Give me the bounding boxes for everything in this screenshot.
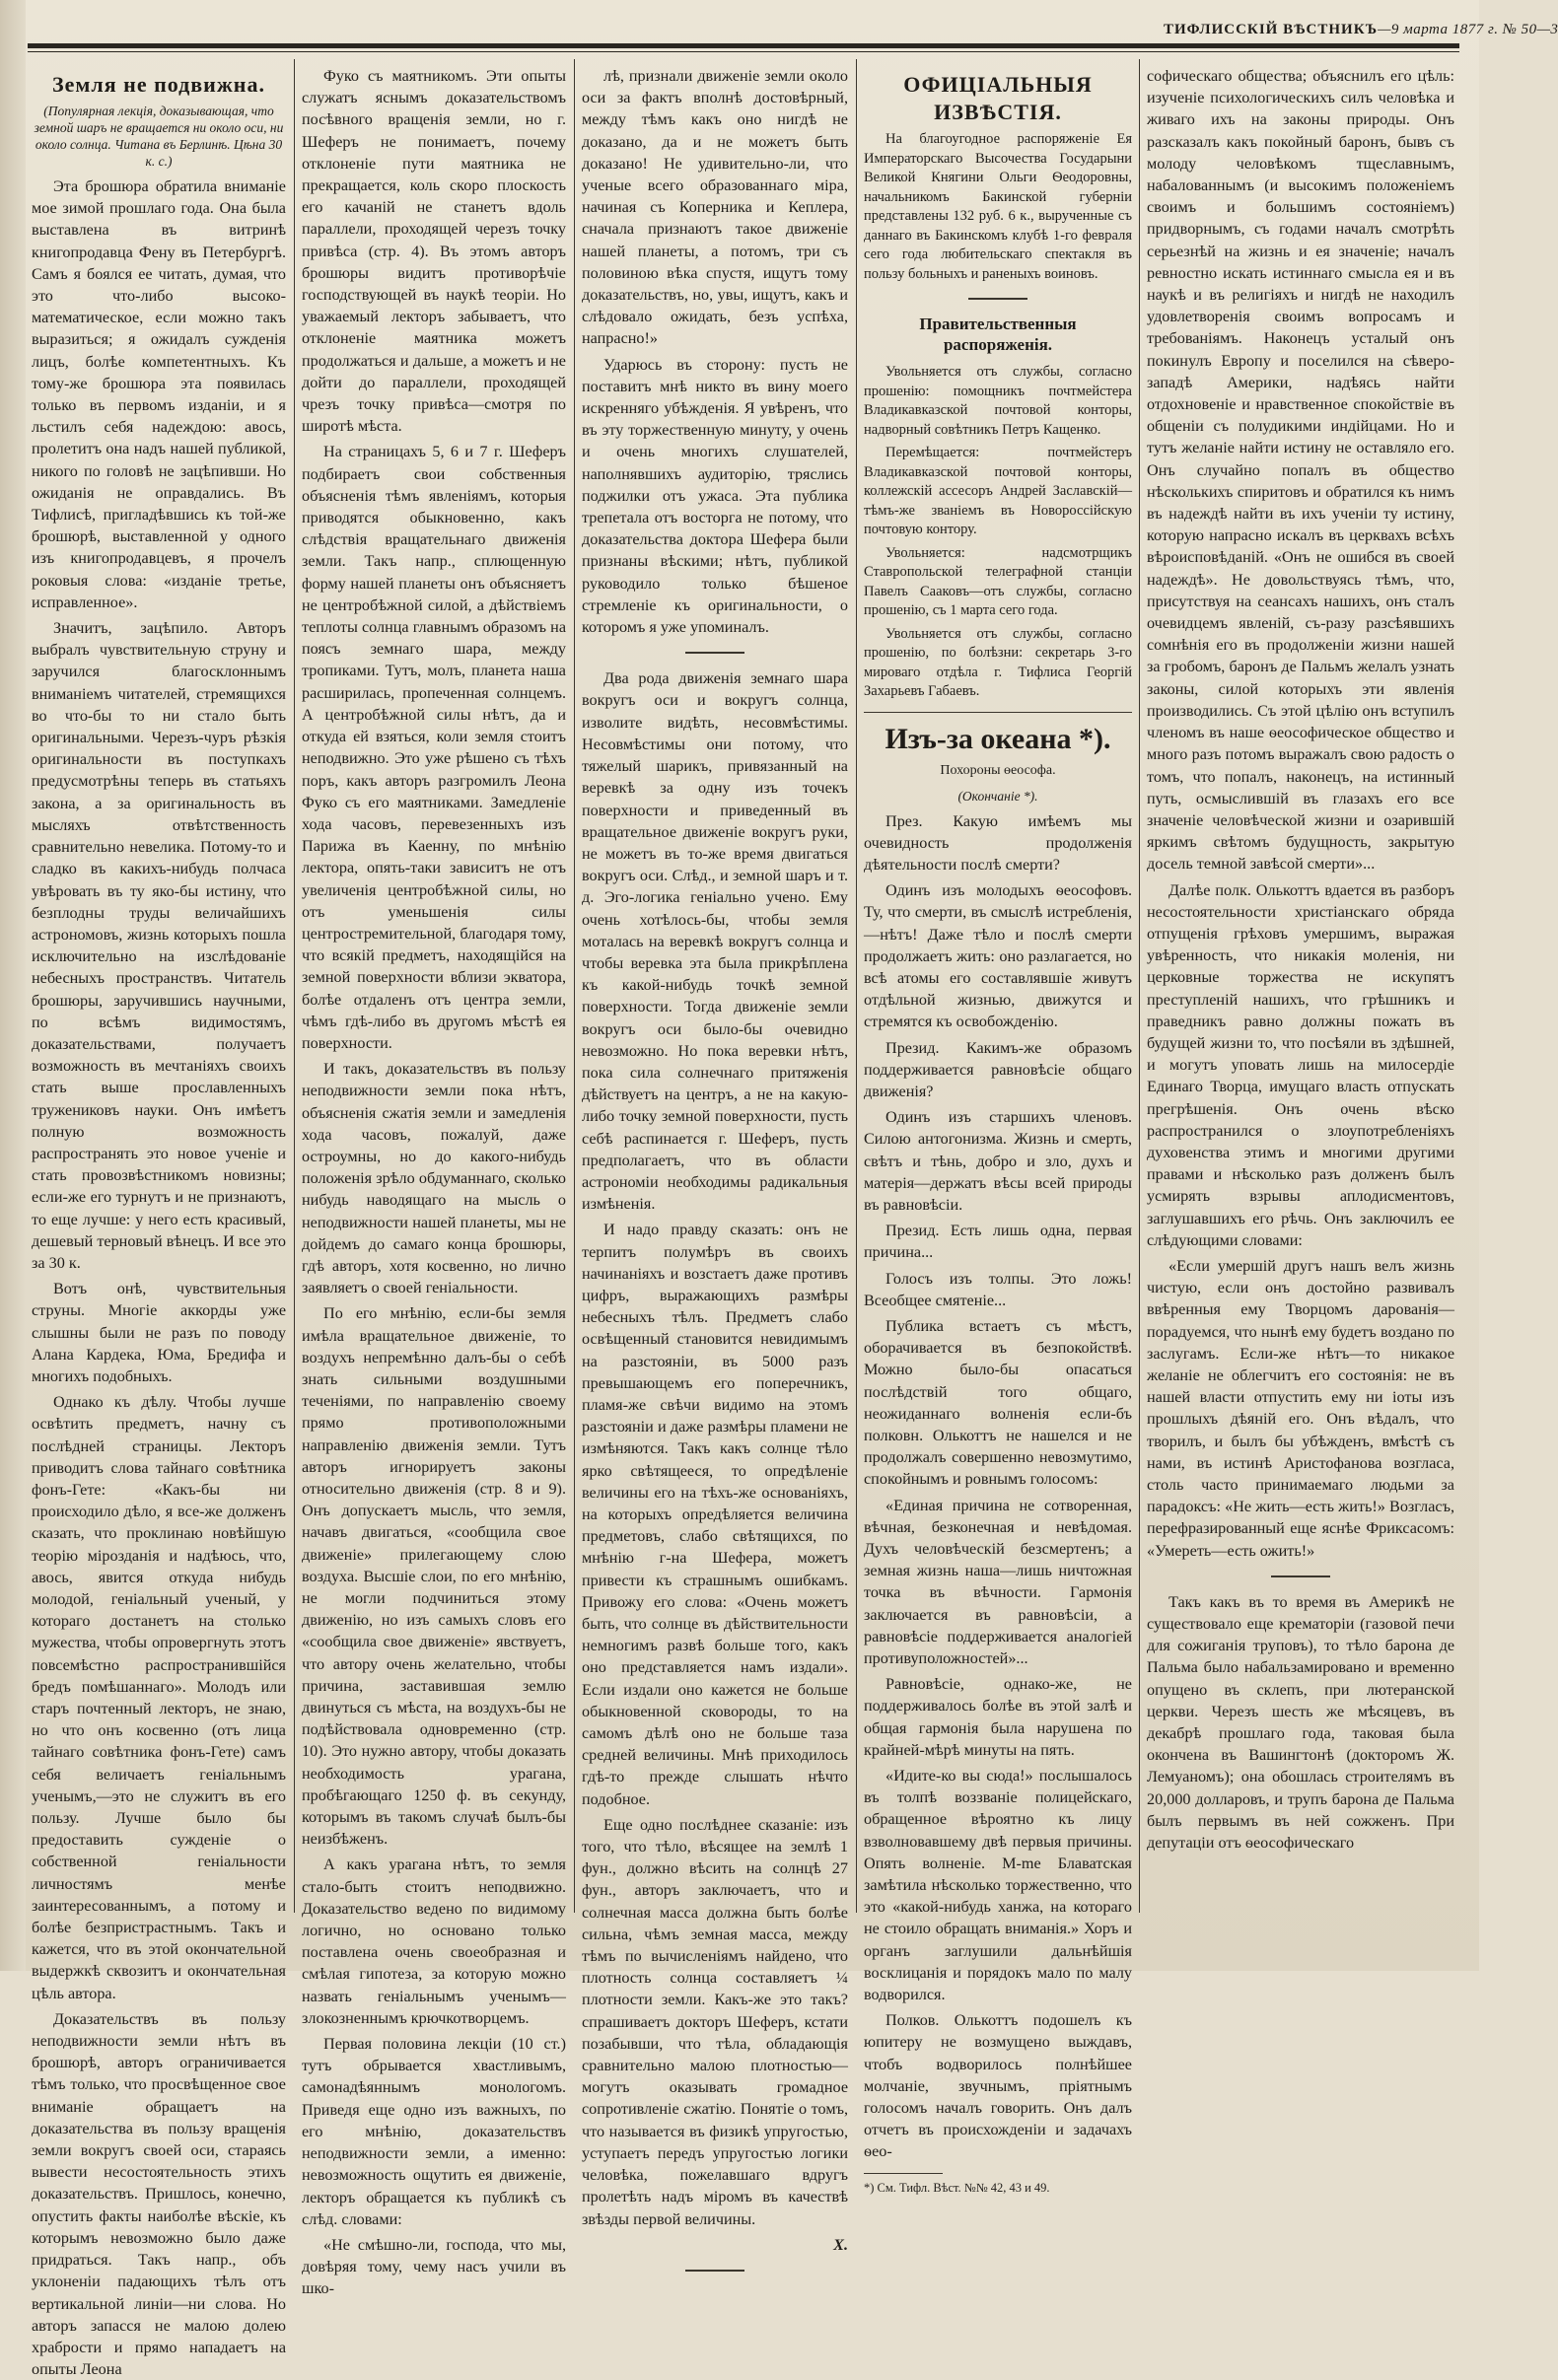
ocean-article-title: Изъ-за океана *). bbox=[885, 722, 1111, 755]
section-divider bbox=[1271, 1575, 1330, 1577]
column-divider bbox=[574, 59, 575, 1913]
section-divider bbox=[685, 652, 744, 654]
paragraph: Вотъ онѣ, чувствительныя струны. Многіе аккорды уже слышны были не разъ по поводу Алана Кардека, Юма, Бредифа и многихъ подобныхъ. bbox=[32, 1280, 286, 1385]
column-5 bbox=[1147, 65, 1454, 1919]
paragraph: Увольняется: надсмотрщикъ Ставропольской телеграфной станціи Павелъ Сааковъ—отъ службы, согласно прошенію, съ 1 марта сего года. bbox=[864, 544, 1132, 618]
paragraph: «Единая причина не сотворенная, вѣчная, безконечная и невѣдомая. Духъ человѣческій безсмертенъ; а земная жизнь наша—лишь ничтожная точка въ вѣчности. Гармонія заключается въ равновѣсіи, а равновѣсіе поддерживается аналогіей противуположностей»... bbox=[864, 1496, 1132, 1668]
section-divider bbox=[968, 298, 1027, 300]
paragraph: Публика встаетъ съ мѣстъ, оборачивается въ безпокойствѣ. Можно было-бы опасаться послѣдствій того общаго, неожиданнаго волненія если-бъ полковн. Олькоттъ не нашелся и не продолжалъ совершенно невозмутимо, спокойнымъ и ровнымъ голосомъ: bbox=[864, 1316, 1132, 1489]
paragraph: Голосъ изъ толпы. Это ложь! Всеобщее смятеніе... bbox=[864, 1269, 1132, 1309]
paragraph: Презид. Какимъ-же образомъ поддерживается равновѣсіе общаго движенія? bbox=[864, 1038, 1132, 1100]
paragraph: лѣ, признали движеніе земли около оси за фактъ вполнѣ достовѣрный, между тѣмъ какъ оно нигдѣ не доказано, да и не можетъ быть доказано! Не удивительно-ли, что ученые всего образованнаго міра, начиная съ Коперника и Кеплера, сначала признаютъ такое движеніе нашей планеты, а потомъ, три съ половиною вѣка спустя, ищутъ тому доказательствъ, но, увы, ищутъ, какъ и слѣдовало ожидать, безъ успѣха, напрасно!» bbox=[582, 67, 848, 348]
paragraph: Значитъ, зацѣпило. Авторъ выбралъ чувствительную струну и заручился благосклоннымъ вниманіемъ читателей, стремящихся во что-бы то ни стало быть оригинальными. Черезъ-чуръ рѣзкія оригинальности въ поступкахъ предусмотрѣны теперь въ статьяхъ закона, а за оригинальность въ мысляхъ отвѣтственность сравнительно невелика. Потому-то и сладко въ какихъ-нибудь полчаса увѣровать въ ту яко-бы истину, что безплодны труды величайшихъ астрономовъ, жизнь которыхъ пошла исключительно на изслѣдованіе небесныхъ пространствъ. Читатель брошюры, заручившись научными, по всѣмъ видимостямъ, доказательствами, получаетъ возможность въ мечтаніяхъ своихъ стать выше прославленныхъ тружениковъ науки. Онъ имѣетъ полную возможность распространять это новое ученіе и стать провозвѣстникомъ новизны; если-же его турнутъ и не признаютъ, то еще лучше: у него есть красивый, дешевый терновый вѣнецъ. И все это за 30 к. bbox=[32, 619, 286, 1272]
header-rule-thin bbox=[28, 51, 1459, 52]
paragraph: И такъ, доказательствъ въ пользу неподвижности земли пока нѣтъ, объясненія сжатія земли и замедленія хода часовъ, пожалуй, даже остроумны, но до какого-нибудь положенія зрѣло обдуманнаго, сколько нибудь наводящаго на мысль о неподвижности нашей планеты, мы не дойдемъ до самаго конца брошюры, гдѣ авторъ, хотя косвенно, но лично заявляетъ о своей геніальности. bbox=[302, 1060, 566, 1297]
column-2 bbox=[302, 65, 566, 2298]
article-signature: X. bbox=[833, 2235, 848, 2254]
paragraph: Фуко съ маятникомъ. Эти опыты служатъ яснымъ доказательствомъ посѣвного вращенія земли, но г. Шеферъ не понимаетъ, почему отклоненіе пути маятника не прекращается, коль скоро плоскость его качаній не станетъ вдоль параллели, проходящей черезъ точку привѣса (стр. 4). Въ этомъ авторъ брошюры видитъ противорѣчіе господствующей въ наукѣ теоріи. Но уважаемый лекторъ забываетъ, что отклоненіе маятника можетъ продолжаться и дальше, а можетъ и не дойти до параллели, проходящей чрезъ точку привѣса—смотря по широтѣ мѣста. bbox=[302, 67, 566, 436]
paragraph: И надо правду сказать: онъ не терпитъ полумѣръ въ своихъ начинаніяхъ и возстаетъ даже противъ цифръ, выражающихъ размѣры небесныхъ тѣлъ. Предметъ слабо освѣщенный становится невидимымъ на разстояніи, въ 5000 разъ превышающемъ его поперечникъ, пламя-же свѣчи видимо на этомъ разстояніи и даже размѣры пламени не измѣняются. Такъ какъ солнце тѣло ярко свѣтящееся, то опредѣленіе величины его на тѣхъ-же основаніяхъ, на которыхъ опредѣляется величина предметовъ, слабо свѣтящихся, по мнѣнію г-на Шефера, можетъ привести къ страшнымъ ошибкамъ. Привожу его слова: «Очень можетъ быть, что солнце въ дѣйствительности немногимъ развѣ больше того, какъ оно представляется намъ издали». Если издали оно кажется не больше обыкновенной сковороды, то на самомъ дѣлѣ оно не больше таза средней величины. Мнѣ приходилось гдѣ-то прежде слышать нѣчто подобное. bbox=[582, 1221, 848, 1808]
footnote: *) См. Тифл. Вѣст. №№ 42, 43 и 49. bbox=[864, 2180, 1050, 2195]
paragraph: На страницахъ 5, 6 и 7 г. Шеферъ подбираетъ свои собственныя объясненія тѣмъ явленіямъ, которыя приводятся обыкновенно, какъ слѣдствія вращательнаго движенія земли. Такъ напр., сплющенную форму нашей планеты онъ объясняетъ не центробѣжной силой, а дѣйствіемъ теплоты солнца главнымъ образомъ на поясъ земнаго шара, между тропиками. Тутъ, молъ, планета наша расширилась, пропеченная солнцемъ. А центробѣжной силы нѣтъ, да и откуда ей взяться, коли земля стоитъ неподвижно. Это уже рѣшено съ тѣхъ поръ, какъ авторъ разгромилъ Леона Фуко съ его маятниками. Замедленіе хода часовъ, перевезенныхъ изъ Парижа въ Каенну, по мнѣнію лектора, опять-таки зависитъ не отъ увеличенія центробѣжной силы, но отъ уменьшенія силы центростремительной, благодаря тому, что всякій предметъ, находящійся на земной поверхности вблизи экватора, болѣе отдаленъ отъ центра земли, чѣмъ гдѣ-либо въ другомъ мѣстѣ ея поверхности. bbox=[302, 443, 566, 1052]
article-subtitle: (Популярная лекція, доказывающая, что земной шаръ не вращается ни около оси, ни около солнца. Читана въ Берлинѣ. Цѣна 30 к. с.) bbox=[34, 104, 284, 169]
paragraph: Эта брошюра обратила вниманіе мое зимой прошлаго года. Она была выставлена въ витринѣ книгопродавца Фену въ Петербургѣ. Самъ я боялся ее читать, думая, что это что-либо высоко-математическое, если можно такъ выразиться; я ожидалъ сужденія лицъ, болѣе компетентныхъ. Къ тому-же брошюра эта появилась только въ первомъ изданіи, и я льстилъ себя надеждою: авось, пролетитъ она надъ нашей публикой, никого по головѣ не зацѣпивши. Но ожиданія не оправдались. Въ Тифлисѣ, пригладѣвшись къ той-же брошюрѣ, выставленной у одного изъ книгопродавцевъ, я прочелъ роковыя слова: «изданіе третье, исправленное». bbox=[32, 177, 286, 611]
paragraph: Перемѣщается: почтмейстеръ Владикавказской почтовой конторы, коллежскій ассесоръ Андрей Заславскій—тѣмъ-же званіемъ въ Новороссійскую почтовую контору. bbox=[864, 445, 1132, 537]
ocean-article-continuation: (Окончаніе *). bbox=[957, 788, 1038, 804]
paragraph: «Не смѣшно-ли, господа, что мы, довѣряя тому, чему насъ учили въ шко- bbox=[302, 2235, 566, 2298]
issue-date: —9 марта 1877 г. № 50—3 bbox=[1378, 22, 1558, 37]
paragraph: Доказательствъ въ пользу неподвижности земли нѣтъ въ брошюрѣ, авторъ ограничивается тѣмъ только, что просвѣщенное свое вниманіе обращаетъ на доказательства въ пользу вращенія земли вокругъ своей оси, стараясь вывести несостоятельность этихъ доказательствъ. Пришлось, конечно, опустить факты наиболѣе вѣскіе, къ которымъ невозможно было даже придраться. Такъ напр., объ уклоненіи падающихъ тѣлъ отъ вертикальной линіи—ни слова. Но авторъ запасся не малою долею храбрости и прямо нападаетъ на опыты Леона bbox=[32, 2009, 286, 2379]
paragraph: Равновѣсіе, однако-же, не поддерживалось болѣе въ этой залѣ и общая гармонія была нарушена по крайней-мѣрѣ минуты на пять. bbox=[864, 1675, 1132, 1759]
paragraph: «Идите-ко вы сюда!» послышалось въ толпѣ воззваніе полицейскаго, обращенное вѣроятно къ лицу взволновавшему двѣ первыя причины. Опять волненіе. M-me Блаватская замѣтила нѣсколько торжественно, что это «какой-нибудь ханжа, на котораго не стоило обращать вниманія.» Хоръ и органъ заглушили дальнѣйшія восклицанія и порядокъ мало по малу водворился. bbox=[864, 1767, 1132, 2004]
section-rule bbox=[864, 712, 1132, 713]
paragraph: Одинъ изъ молодыхъ ѳеософовъ. Ту, что смерти, въ смыслѣ истребленія,—нѣтъ! Даже тѣло и послѣ смерти продолжаетъ жить: оно разлагается, но всѣ атомы его составлявшіе живутъ отдѣльной жизнью, движутся и стремятся къ освобожденію. bbox=[864, 881, 1132, 1031]
header-rule bbox=[28, 43, 1459, 48]
footnote-rule bbox=[864, 2173, 943, 2174]
paragraph: Далѣе полк. Олькоттъ вдается въ разборъ несостоятельности христіанскаго обряда отпущенія грѣховъ умершимъ, выражая увѣренность, что никакія моленія, ни церковные торжества не искупятъ преступленій нашихъ, что грѣшникъ и праведникъ равно должны пожать въ будущей жизни то, что посѣяли въ здѣшней, и могутъ уповать лишь на милосердіе Единаго Творца, имущаго власть отпускать прегрѣшенія. Онъ очень вѣско распространился о злоупотребленіяхъ духовенства этимъ и многими другими правами и нѣсколько разъ долженъ былъ усмирять взрывы аплодисментовъ, заглушавшихъ его рѣчь. Онъ заключилъ ее слѣдующими словами: bbox=[1147, 880, 1454, 1249]
paragraph: Одинъ изъ старшихъ членовъ. Силою антогонизма. Жизнь и смерть, свѣтъ и тѣнь, добро и зло, духъ и матерія—держатъ вѣсы всей природы въ равновѣсіи. bbox=[864, 1108, 1132, 1214]
section-divider bbox=[685, 2270, 744, 2272]
paragraph: софическаго общества; объяснилъ его цѣль: изученіе психологическихъ силъ человѣка и живаго ихъ на законы природы. Онъ разсказалъ какъ покойный баронъ, бывъ съ молоду человѣкомъ тщеславнымъ, набалованнымъ (и высокимъ положеніемъ своимъ и большимъ состояніемъ) придворнымъ, съ годами началъ смотрѣть серьезнѣй на жизнь и ея значеніе; началъ ревностно искать истиннаго смысла ея и въ наукѣ и въ религіяхъ и нигдѣ не находилъ удовлетворенія своимъ вопросамъ и требованіямъ. Наконецъ усталый онъ покинулъ Европу и поселился на сѣверо-западѣ Америки, надѣясь найти отдохновеніе и нравственное спокойствіе въ общеніи съ полудикими индійцами. Но и тутъ желаніе найти истину не оставляло его. Онъ случайно попалъ въ общество нѣсколькихъ спиритовъ и обратился къ нимъ въ надеждѣ найти въ ихъ ученіи ту истину, которую напрасно искалъ въ церквахъ всѣхъ вѣроисповѣданій. «Онъ не ошибся въ своей надеждѣ». Не довольствуясь тѣмъ, что, присутствуя на сеансахъ нашихъ, онъ сталъ очевидцемъ явленій, съ-разу разсѣявшихъ сомнѣнія его въ продолженіи жизни нашей за гробомъ, баронъ де Пальмъ желалъ узнать законы, силой которыхъ эти явленія производились. Съ этой цѣлію онъ вступилъ членомъ въ наше ѳеософическое общество и много разъ потомъ выражалъ свою радость о томъ, что попалъ, наконецъ, на истинный путь, осмыслившій въ глазахъ его все значеніе человѣческой жизни и озарившій яркимъ свѣтомъ будущность, закрытую досель темной завѣсой смерти»... bbox=[1147, 67, 1454, 874]
paragraph: А какъ урагана нѣтъ, то земля стало-быть стоитъ неподвижно. Доказательство ведено по видимому логично, но основано только поставлена очень своеобразная и смѣлая гипотеза, за которую можно назвать геніальнымъ ученымъ—злокозненнымъ крючкотворцемъ. bbox=[302, 1855, 566, 2027]
paragraph: Два рода движенія земнаго шара вокругъ оси и вокругъ солнца, изволите видѣть, несовмѣстимы. Несовмѣстимы они потому, что тяжелый шарикъ, привязанный на веревкѣ за одну изъ точекъ поверхности и приведенный въ вращательное движеніе вокругъ руки, не можетъ въ то-же время двигаться вокругъ оси. Слѣд., и земной шаръ и т. д. Эго-логика геніально учено. Ему очень хотѣлось-бы, чтобы земля моталась на веревкѣ вокругъ солнца и чтобы веревка эта была прикрѣплена къ какой-нибудь точкѣ земной поверхности. Тогда движеніе земли вокругъ оси было-бы очевидно невозможно. Но пока веревки нѣтъ, пока сила солнечнаго притяженія дѣйствуетъ на центръ, а не на какую-либо точку земной поверхности, пусть себѣ распинается г. Шеферъ, пусть предполагаетъ, что въ области астрономіи необходимы радикальныя измѣненія. bbox=[582, 669, 848, 1214]
column-1 bbox=[32, 65, 286, 2379]
paragraph: По его мнѣнію, если-бы земля имѣла вращательное движеніе, то воздухъ непремѣнно далъ-бы о себѣ знать сильными воздушными теченіями, по направленію своему прямо противоположными направленію движенія земли. Тутъ авторъ игнорируетъ законы относительно движенія (стр. 8 и 9). Онъ допускаетъ мысль, что земля, начавъ двигаться, «сообщила свое движеніе» прилегающему слою воздуха. Высшіе слои, по его мнѣнію, не могли подчиниться этому движенію, но изъ самыхъ словъ его «сообщила свое движеніе» явствуетъ, что автору очень желательно, чтобы причина, заставившая землю двинуться съ мѣста, на воздухъ-бы не подѣйствовала одновременно (стр. 10). Это нужно автору, чтобы доказать необходимость урагана, пробѣгающаго 1250 ф. въ секунду, которымъ въ такомъ случаѣ былъ-бы неизбѣженъ. bbox=[302, 1304, 566, 1849]
column-divider bbox=[856, 59, 857, 1913]
page-header bbox=[1164, 22, 1558, 38]
paragraph: Однако къ дѣлу. Чтобы лучше освѣтить предметъ, начну съ послѣдней страницы. Лекторъ приводитъ слова тайнаго совѣтника фонъ-Гете: «Какъ-бы ни происходило дѣло, я все-же долженъ сказать, что проклинаю новѣйшую теорію мірозданія и надѣюсь, что, авось, явится откуда нибудь молодой, геніальный ученый, у котораго достанетъ на столько мужества, чтобы опровергнуть этотъ повсемѣстно распространившійся бредъ помѣшаннаго». Молодъ или старъ почтенный лекторъ, не знаю, но что онъ косвенно (отъ лица тайнаго совѣтника фонъ-Гете) самъ себя величаетъ геніальнымъ ученымъ,—это не служитъ въ его пользу. Лучше было бы предоставить сужденіе о собственной геніальности личностямъ менѣе заинтересованнымъ, а потому и болѣе безпристрастнымъ. Такъ и кажется, что въ этой окончательной выдержкѣ сквозитъ и окончательная цѣль автора. bbox=[32, 1393, 286, 2002]
paragraph: Увольняется отъ службы, согласно прошенію, по болѣзни: секретарь 3-го мироваго отдѣла г. Тифлиса Георгій Захарьевъ Габаевъ. bbox=[864, 625, 1132, 699]
paragraph: През. Какую имѣемъ мы очевидность продолженія дѣятельности послѣ смерти? bbox=[864, 811, 1132, 874]
paragraph: Ударюсь въ сторону: пусть не поставитъ мнѣ никто въ вину моего искренняго убѣжденія. Я увѣренъ, что въ эту торжественную минуту, у очень и очень многихъ слушателей, наполнявшихъ аудиторію, тряслись поджилки отъ ужаса. Эта публика трепетала отъ восторга не потому, что доказательства доктора Шефера были признаны вѣскими; нѣтъ, публикой руководило только бѣшеное стремленіе къ оригинальности, о которомъ я уже упоминалъ. bbox=[582, 355, 848, 637]
page-edge-shadow bbox=[0, 0, 26, 1971]
paragraph: Полков. Олькоттъ подошелъ къ юпитеру не возмущено выждавъ, чтобъ водворилось полнѣйшее молчаніе, звучнымъ, пріятнымъ голосомъ началъ говорить. Онъ далъ отчетъ въ происхожденіи и задачахъ ѳео- bbox=[864, 2011, 1132, 2161]
paragraph: Увольняется отъ службы, согласно прошенію: помощникъ почтмейстера Владикавказской почтовой конторы, надворный совѣтникъ Петръ Кащенко. bbox=[864, 364, 1132, 438]
column-divider bbox=[1139, 59, 1140, 1913]
paragraph: Презид. Есть лишь одна, первая причина... bbox=[864, 1222, 1132, 1262]
column-4 bbox=[864, 65, 1132, 2195]
paragraph: Еще одно послѣднее сказаніе: изъ того, что тѣло, вѣсящее на землѣ 1 фун., должно вѣсить на солнцѣ 27 фун., авторъ заключаетъ, что и солнечная масса должна быть болѣе сильна, чѣмъ земная масса, между тѣмъ по вычисленіямъ найдено, что плотность солнца составляетъ ¼ плотности земли. Какъ-же это такъ? спрашиваетъ докторъ Шеферъ, кстати позабывши, что тѣла, обладающія сравнительно малою плотностью—могутъ оказывать громадное сопротивленіе сжатію. Понятіе о томъ, что называется въ физикѣ упругостью, уступаетъ передъ упругостью логики человѣка, пожелавшаго вдругъ пролетѣть надъ міромъ въ качествѣ звѣзды первой величины. bbox=[582, 1815, 848, 2228]
column-3 bbox=[582, 65, 848, 2254]
paragraph: На благоугодное распоряженіе Ея Императорскаго Высочества Государыни Великой Княгини Ольги Ѳеодоровны, начальникомъ Бакинской губерніи представлены 132 руб. 6 к., вырученные съ даннаго въ Бакинскомъ клубѣ 1-го февраля сего года любительскаго спектакля въ пользу больныхъ и раненыхъ воиновъ. bbox=[864, 131, 1132, 282]
paragraph: Первая половина лекціи (10 ст.) тутъ обрывается хвастливымъ, самонадѣяннымъ монологомъ. Приведя еще одно изъ важныхъ, по его мнѣнію, доказательствъ неподвижности земли, а именно: невозможность ощутить ея движеніе, лекторъ обращается къ публикѣ съ слѣд. словами: bbox=[302, 2035, 566, 2228]
paragraph: Такъ какъ въ то время въ Америкѣ не существовало еще крематоріи (газовой печи для сожиганія труповъ), то тѣло барона де Пальма было набальзамировано и временно опущено въ склепъ, при лютеранской церкви. Черезъ шесть же мѣсяцевъ, въ декабрѣ прошлаго года, таковая была окончена въ Вашингтонѣ (докторомъ Ж. Лемуаномъ); она обошлась строителямъ въ 20,000 долларовъ, и трупъ барона де Пальма былъ первымъ въ ней сожженъ. При депутаціи отъ ѳеософическаго bbox=[1147, 1592, 1454, 1853]
newspaper-name: ТИФЛИССКІЙ ВѢСТНИКЪ bbox=[1164, 22, 1379, 37]
article-title: Земля не подвижна. bbox=[52, 72, 265, 97]
column-divider bbox=[294, 59, 295, 1913]
official-news-title: ОФИЦІАЛЬНЫЯ ИЗВѢСТІЯ. bbox=[903, 72, 1093, 124]
government-orders-title: Правительственныя распоряженія. bbox=[919, 315, 1077, 354]
ocean-article-subtitle: Похороны ѳеософа. bbox=[940, 762, 1056, 778]
paragraph: «Если умершій другъ нашъ велъ жизнь чистую, если онъ достойно развивалъ ввѣренныя ему Творцомъ дарованія—порадуемся, что нынѣ ему будетъ воздано по заслугамъ. Если-же нѣтъ—то никакое желаніе не облегчитъ его состоянія: не въ нашей власти отпустить ему ни іоты изъ прошлыхъ дѣяній его. Онъ вѣдалъ, что творилъ, и былъ бы убѣжденъ, вмѣстѣ съ нами, въ истинѣ Аристофанова возгласа, столь часто принимаемаго людьми за парадоксъ: «Не жить—есть жить!» Возгласъ, перефразированный еще яснѣе Фриксасомъ: «Умереть—есть ожить!» bbox=[1147, 1256, 1454, 1560]
